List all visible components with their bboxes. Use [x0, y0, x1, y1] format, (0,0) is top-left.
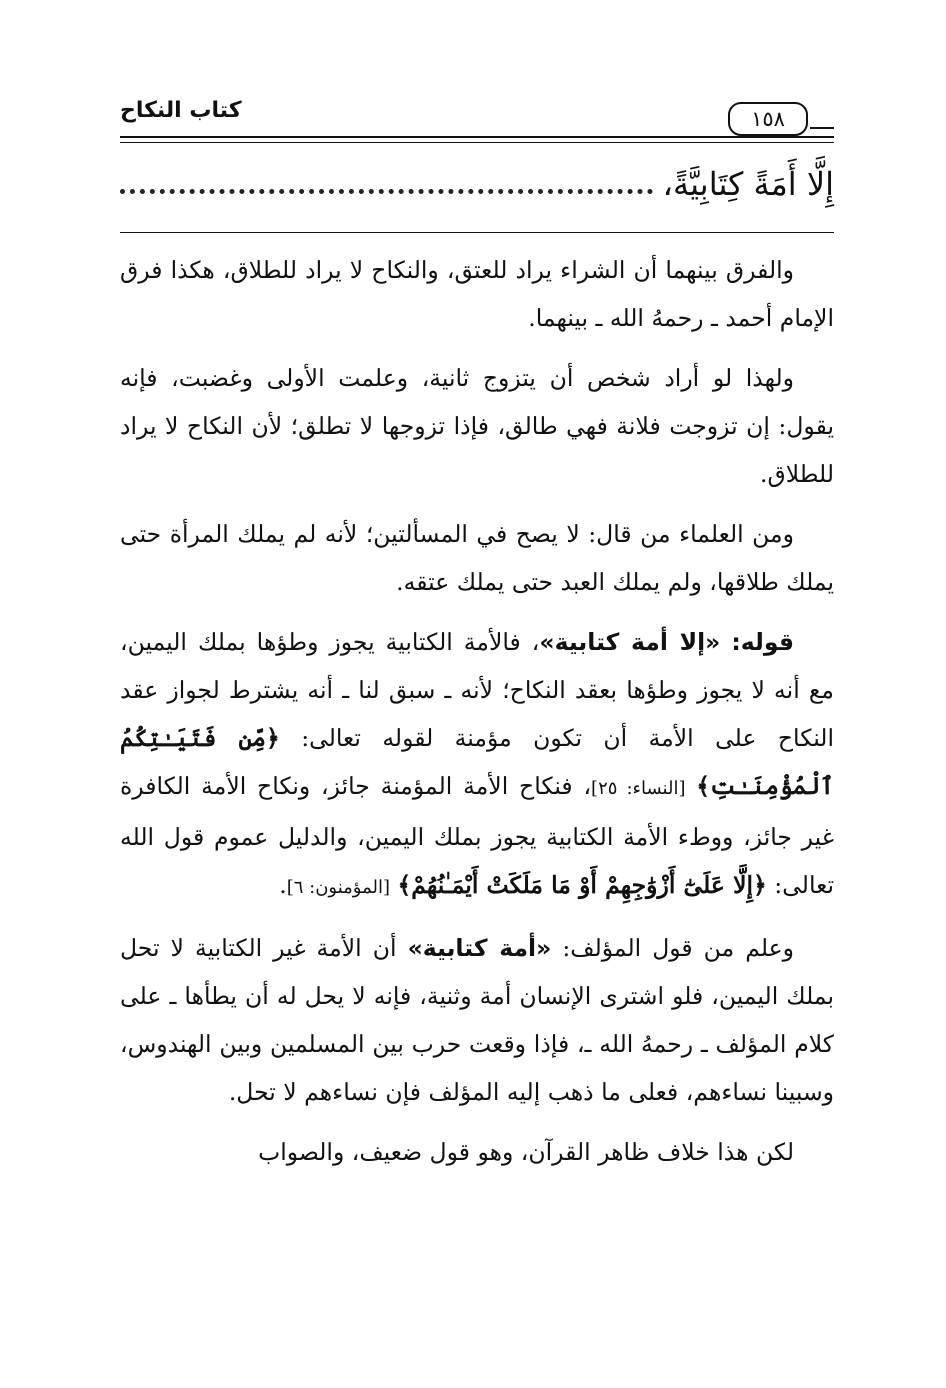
paragraph-4-quote: «إلا أمة كتابية» — [539, 628, 721, 656]
header-tick-rule — [810, 127, 834, 129]
header-rule-thick — [120, 136, 834, 138]
header-rule-thin — [120, 142, 834, 143]
paragraph-2: ولهذا لو أراد شخص أن يتزوج ثانية، وعلمت الأولى وغضبت، فإنه يقول: إن تزوجت فلانة فهي طالق، فإذا تزوجها لا تطلق؛ لأن النكاح لا يراد للطلاق. — [120, 364, 834, 488]
quran-verse-1: ﴿مِّن فَتَيَـٰتِكُمُ ٱلْمُؤْمِنَـٰتِ﴾ — [120, 724, 834, 800]
verse-reference-2: [المؤمنون: ٦] — [286, 877, 390, 898]
paragraph-6: لكن هذا خلاف ظاهر القرآن، وهو قول ضعيف، والصواب — [258, 1138, 794, 1166]
matn-dotted-leader — [120, 189, 653, 194]
paragraph-4-text-b: ، فنكاح الأمة المؤمنة جائز، ونكاح الأمة الكافرة غير جائز، ووطء الأمة الكتابية يجوز بملك اليمين، والدليل عموم قول الله تعالى: — [120, 772, 834, 899]
commentary-body — [120, 246, 834, 1184]
book-title: كتاب النكاح — [120, 98, 242, 123]
paragraph-4-label: قوله: — [731, 628, 794, 656]
matn-line — [120, 156, 834, 212]
paragraph-5-text-a: وعلم من قول المؤلف: — [562, 934, 794, 962]
paragraph-1: والفرق بينهما أن الشراء يراد للعتق، والنكاح لا يراد للطلاق، هكذا فرق الإمام أحمد ـ رحمهُ الله ـ بينهما. — [120, 256, 834, 332]
paragraph-4 — [120, 618, 834, 912]
page-number: ١٥٨ — [728, 102, 808, 136]
paragraph-5-quote: «أمة كتابية» — [407, 934, 552, 962]
matn-separator — [120, 232, 834, 233]
quran-verse-2: ﴿إِلَّا عَلَىٰٓ أَزْوَٰجِهِمْ أَوْ مَا مَلَكَتْ أَيْمَـٰنُهُمْ﴾ — [397, 871, 767, 899]
paragraph-5 — [120, 924, 834, 1116]
paragraph-4-text-a: ، فالأمة الكتابية يجوز وطؤها بملك اليمين، مع أنه لا يجوز وطؤها بعقد النكاح؛ لأنه ـ سبق لنا ـ أنه يشترط لجواز عقد النكاح على الأمة أن تكون مؤمنة لقوله تعالى: — [120, 628, 834, 752]
verse-reference-1: [النساء: ٢٥] — [591, 778, 686, 799]
page-header — [120, 96, 834, 148]
paragraph-4-text-c: . — [279, 871, 287, 899]
matn-text: إِلَّا أَمَةً كِتَابِيَّةً، — [662, 165, 834, 203]
paragraph-3: ومن العلماء من قال: لا يصح في المسألتين؛ لأنه لم يملك المرأة حتى يملك طلاقها، ولم يملك العبد حتى يملك عتقه. — [120, 520, 834, 596]
paragraph-5-text-b: أن الأمة غير الكتابية لا تحل بملك اليمين، فلو اشترى الإنسان أمة وثنية، فإنه لا يحل له أن يطأها ـ على كلام المؤلف ـ رحمهُ الله ـ، فإذا وقعت حرب بين المسلمين وبين الهندوس، وسبينا نساءهم، فعلى ما ذهب إليه المؤلف فإن نساءهم لا تحل. — [120, 934, 834, 1106]
